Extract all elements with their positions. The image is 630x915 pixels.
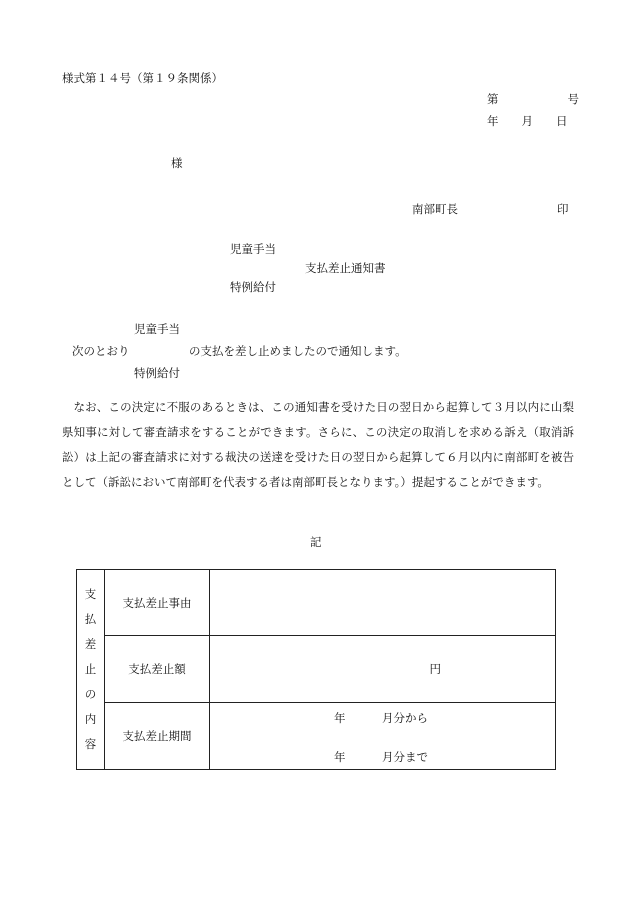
addressee-suffix: 様 bbox=[171, 156, 183, 170]
period-from: 年 月分から bbox=[334, 711, 428, 725]
seal-mark: 印 bbox=[557, 202, 569, 216]
period-label: 支払差止期間 bbox=[105, 703, 210, 770]
appeal-notice-paragraph: なお、この決定に不服のあるときは、この通知書を受けた日の翌日から起算して３月以内に山梨県知事に対して審査請求をすることができます。さらに、この決定の取消しを求める訴え（取消訴訟）は上記の審査請求に対する裁決の送達を受けた日の翌日から起算して６月以内に南部町を被告として（訴訟において南部町を代表する者は南部町長となります。）提起することができます。 bbox=[62, 400, 574, 489]
title-option-child-allowance: 児童手当 bbox=[230, 242, 276, 256]
document-number: 第 号 bbox=[487, 92, 579, 106]
suspension-details-table bbox=[76, 569, 556, 770]
suspension-content-label: 支 払 差 止 の 内 容 bbox=[77, 570, 105, 770]
reason-label: 支払差止事由 bbox=[105, 570, 210, 636]
body-option-child-allowance: 児童手当 bbox=[134, 322, 180, 336]
document-title: 支払差止通知書 bbox=[305, 261, 386, 275]
ki-heading: 記 bbox=[310, 535, 322, 549]
form-number: 様式第１４号（第１９条関係） bbox=[62, 71, 223, 85]
amount-value: 円 bbox=[210, 636, 556, 703]
title-option-special-benefit: 特例給付 bbox=[230, 280, 276, 294]
period-value bbox=[210, 703, 556, 770]
table-row-reason bbox=[77, 570, 556, 636]
sender-name: 南部町長 bbox=[412, 202, 458, 216]
period-to: 年 月分まで bbox=[334, 750, 428, 764]
body-line-prefix: 次のとおり bbox=[72, 344, 130, 358]
table-row-period bbox=[77, 703, 556, 770]
amount-label: 支払差止額 bbox=[105, 636, 210, 703]
reason-value bbox=[210, 570, 556, 636]
issue-date: 年 月 日 bbox=[487, 114, 568, 128]
table-row-amount bbox=[77, 636, 556, 703]
body-option-special-benefit: 特例給付 bbox=[134, 366, 180, 380]
body-line-suffix: の支払を差し止めましたので通知します。 bbox=[189, 344, 407, 358]
